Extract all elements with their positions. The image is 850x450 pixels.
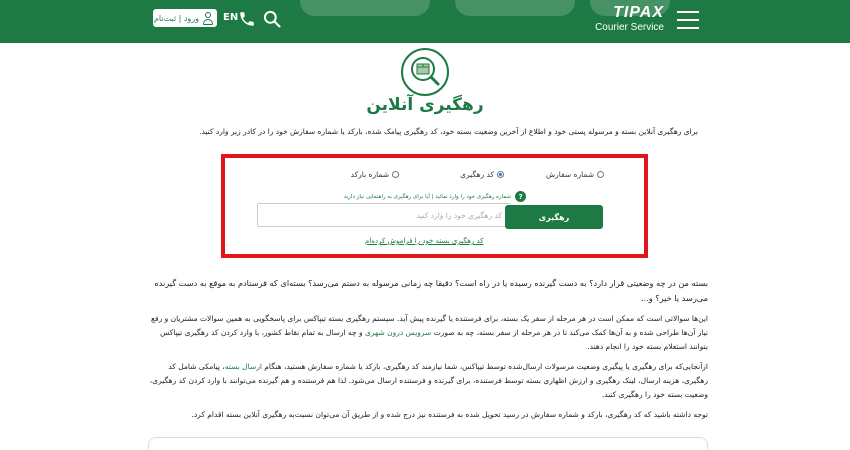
menu-icon[interactable] bbox=[677, 11, 699, 29]
radio-tracking-code[interactable] bbox=[460, 170, 504, 179]
header-search-pill bbox=[300, 0, 430, 16]
paragraph-text: ، پیامکی شامل کد رهگیری، هزینه ارسال، لینک رهگیری و ارزش اظهاری بسته توسط فرستنده، برای گیرنده و فرستنده ارسال می‌شود. لذا هم فرستنده و هم گیرنده می‌توانند با وارد کردن کد رهگیری، وضعیت بسته خود را رهگیری کنند. bbox=[149, 362, 708, 399]
phone-icon[interactable] bbox=[238, 10, 256, 28]
paragraph-text: و چه ارسال به تمام نقاط کشور، با وارد کردن کد رهگیری تیپاکس بتوانند استعلام بسته خود را انجام دهند. bbox=[160, 328, 708, 351]
radio-barcode[interactable] bbox=[351, 170, 399, 179]
language-switch[interactable]: EN bbox=[223, 12, 239, 23]
article-paragraph: بسته من در چه وضعیتی قرار دارد؟ به دست گیرنده رسیده یا در راه است؟ دقیقا چه زمانی مرسوله به دستم می‌رسد؟ بسته‌ای که فرستادم به موقع به دست گیرنده می‌رسد یا خیر؟ و... bbox=[154, 278, 708, 303]
tipax-logo[interactable] bbox=[592, 5, 664, 34]
top-header bbox=[0, 0, 850, 43]
help-row bbox=[310, 191, 560, 202]
help-text[interactable]: شماره رهگیری خود را وارد نمائید | آیا برای رهگیری به راهنمایی نیاز دارید bbox=[343, 193, 512, 200]
article-paragraph bbox=[148, 312, 708, 354]
header-search-pill bbox=[455, 0, 575, 16]
user-icon bbox=[202, 12, 214, 25]
radio-label: شماره بارکد bbox=[350, 170, 389, 179]
package-search-icon bbox=[401, 48, 449, 96]
tracking-code-input[interactable] bbox=[257, 203, 511, 227]
radio-label: کد رهگیری bbox=[460, 170, 494, 179]
brand-subtitle: Courier Service bbox=[595, 22, 664, 33]
article-content bbox=[148, 276, 708, 428]
article-paragraph bbox=[148, 360, 708, 402]
bottom-card bbox=[148, 437, 708, 450]
help-icon[interactable]: ? bbox=[515, 191, 526, 202]
page-title: رهگیری آنلاین bbox=[366, 95, 484, 115]
login-register-button[interactable] bbox=[153, 9, 217, 27]
forgot-code-link[interactable]: کد رهگیری بسته خود را فراموش کرده‌ام bbox=[365, 237, 484, 245]
tracking-form-highlight bbox=[221, 154, 648, 258]
intracity-service-link[interactable]: سرویس درون شهری bbox=[365, 328, 432, 337]
send-package-link[interactable]: ارسال بسته bbox=[224, 362, 262, 371]
brand-name: TIPAX bbox=[613, 4, 664, 21]
radio-dot[interactable] bbox=[392, 171, 399, 178]
radio-dot[interactable] bbox=[597, 171, 604, 178]
search-icon[interactable] bbox=[262, 9, 282, 29]
login-label: ورود | ثبت‌نام bbox=[153, 13, 199, 23]
article-paragraph: توجه داشته باشید که کد رهگیری، بارکد و شماره سفارش در رسید تحویل شده به فرستنده نیز درج شده و از طریق آن می‌توان نسبت‌به رهگیری آنلاین بسته اقدام کرد. bbox=[191, 410, 708, 419]
paragraph-text: این‌ها سوالاتی است که ممکن است در هر مرحله از سفر یک بسته، برای فرستنده یا گیرنده پیش آید. سیستم رهگیری بسته تیپاکس برای پاسخگویی به همین سوالات مشتریان و رفع نیاز آن‌ها طراحی شده و به آن‌ها کمک می‌کند تا در هر مرحله از سفر بسته، چه به صورت bbox=[151, 314, 708, 337]
intro-text: برای رهگیری آنلاین بسته و مرسوله پستی خود و اطلاع از آخرین وضعیت بسته خود، کد رهگیری پیامک شده، بارکد یا شماره سفارش خود را در کادر زیر وارد کنید. bbox=[199, 127, 698, 136]
radio-dot-selected[interactable] bbox=[497, 171, 504, 178]
paragraph-text: ازآنجایی‌که برای رهگیری یا پیگیری وضعیت مرسولات ارسال‌شده توسط تیپاکس، شما نیازمند کد رهگیری، بارکد یا شماره سفارش هستید، هنگام bbox=[261, 362, 708, 371]
track-button[interactable]: رهگیری bbox=[505, 205, 603, 229]
radio-label: شماره سفارش bbox=[546, 170, 594, 179]
radio-order-number[interactable] bbox=[546, 170, 604, 179]
